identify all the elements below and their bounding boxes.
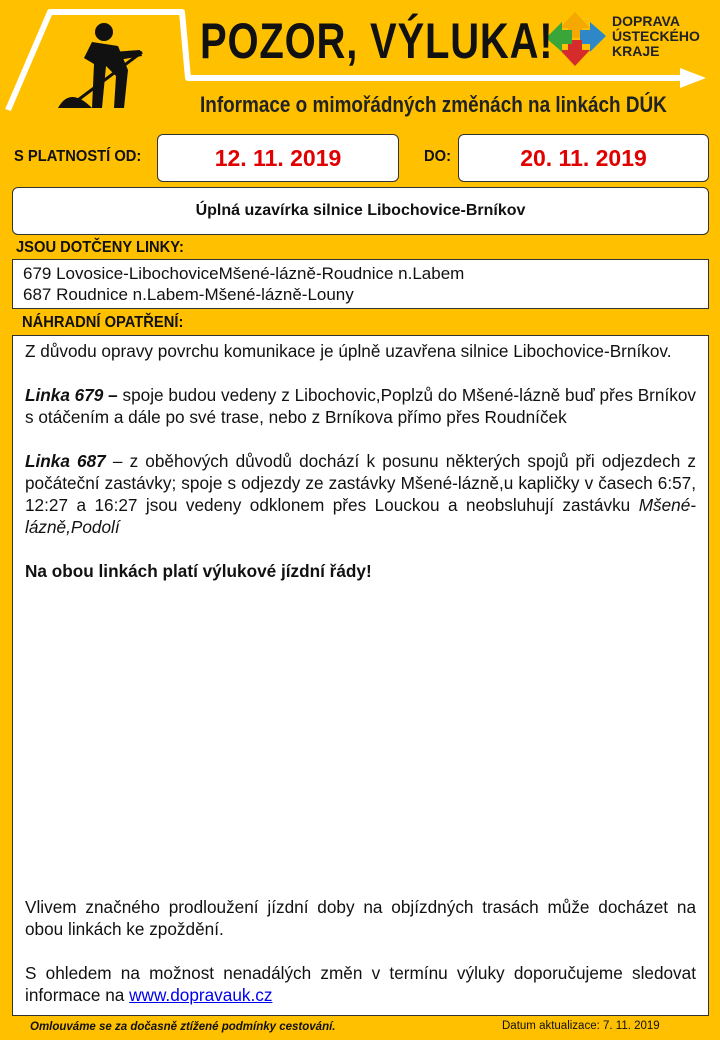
- affected-line: 687 Roudnice n.Labem-Mšené-lázně-Louny: [23, 285, 354, 304]
- line-687-text: – z oběhových důvodů dochází k posunu některých spojů při odjezdech z počáteční zastávky; spoje s odjezdy ze zastávky Mšené-lázně,u kapličky v časech 6:57, 12:27 a 16:27 jsou vedeny odklonem přes Louckou a neobsluhují zastávku: [25, 451, 696, 515]
- timetable-note: Na obou linkách platí výlukové jízdní řády!: [25, 561, 372, 581]
- arrow-head: [680, 68, 706, 88]
- valid-from-label: S PLATNOSTÍ OD:: [14, 148, 142, 165]
- affected-lines-box: [12, 259, 709, 309]
- page-title: POZOR, VÝLUKA!: [200, 13, 554, 69]
- header-banner: [0, 0, 720, 135]
- logo-line: DOPRAVA: [612, 13, 680, 29]
- update-date: Datum aktualizace: 7. 11. 2019: [502, 1020, 660, 1032]
- valid-from-date: 12. 11. 2019: [157, 134, 399, 182]
- affected-line: 679 Lovosice-LibochoviceMšené-lázně-Roudnice n.Labem: [23, 264, 465, 283]
- logo-line: ÚSTECKÉHO: [612, 28, 700, 44]
- notes-block: [25, 896, 696, 1006]
- line-687-stop: Mšené-lázně,Podolí: [25, 495, 696, 537]
- line-687-paragraph: [25, 450, 696, 538]
- closure-headline: Úplná uzavírka silnice Libochovice-Brníkov: [12, 187, 709, 235]
- valid-to-date: 20. 11. 2019: [458, 134, 709, 182]
- line-687-title: Linka 687: [25, 451, 106, 471]
- measures-box: [12, 335, 709, 1016]
- apology-text: Omlouváme se za dočasně ztížené podmínky cestování.: [30, 1021, 336, 1033]
- measures-label: NÁHRADNÍ OPATŘENÍ:: [22, 314, 184, 331]
- duk-arrows-logo-icon: [546, 12, 606, 66]
- line-679-text: spoje budou vedeny z Libochovic,Poplzů do Mšené-lázně buď přes Brníkov s otáčením a dále po své trase, nebo z Brníkova přímo přes Roudníček: [25, 385, 696, 427]
- logo-line: KRAJE: [612, 43, 660, 59]
- follow-text: S ohledem na možnost nenadálých změn v termínu výluky doporučujeme sledovat informace na: [25, 963, 696, 1005]
- intro-paragraph: Z důvodu opravy povrchu komunikace je úplně uzavřena silnice Libochovice-Brníkov.: [25, 341, 672, 361]
- valid-to-label: DO:: [424, 148, 451, 165]
- line-679-title: Linka 679 –: [25, 385, 118, 405]
- delay-note: Vlivem značného prodloužení jízdní doby na objízdných trasách může docházet na obou linkách ke zpoždění.: [25, 897, 696, 939]
- website-link[interactable]: www.dopravauk.cz: [129, 985, 273, 1005]
- line-679-paragraph: [25, 384, 696, 428]
- page-subtitle: Informace o mimořádných změnách na linkách DÚK: [200, 92, 667, 117]
- road-worker-icon: [58, 23, 142, 108]
- affected-lines-label: JSOU DOTČENY LINKY:: [16, 239, 184, 256]
- follow-note: [25, 962, 696, 1006]
- logo-text: [612, 14, 700, 59]
